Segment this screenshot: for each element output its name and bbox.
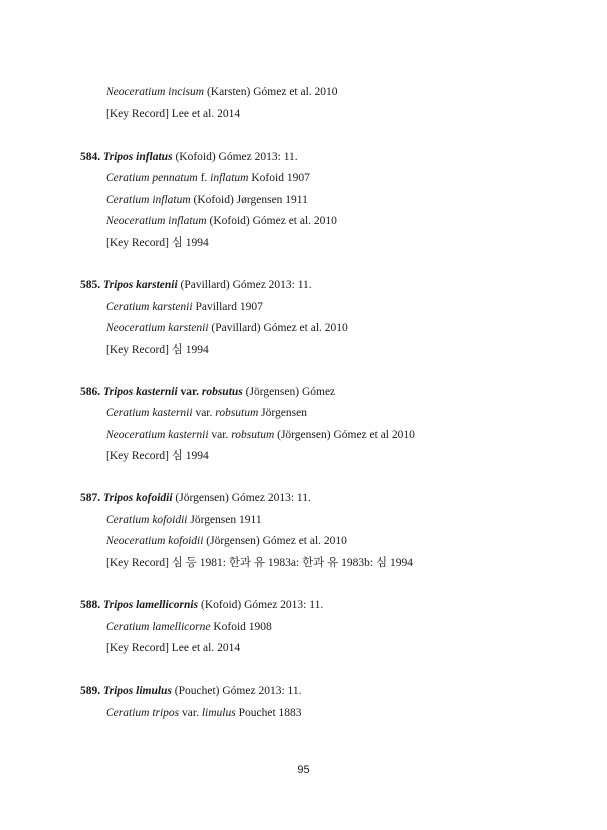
text-run: (Jörgensen) Gómez 2013: 11.: [172, 492, 311, 504]
text-run: (Pavillard) Gómez et al. 2010: [208, 322, 348, 334]
text-run: 588.: [80, 599, 103, 611]
text-run: 587.: [80, 492, 103, 504]
text-run: Jörgensen 1911: [187, 514, 262, 526]
text-run: (Jörgensen) Gómez et al. 2010: [203, 535, 347, 547]
synonym-line: [106, 321, 348, 335]
text-run: [Key Record] 심 등 1981: 한과 유 1983a: 한과 유 1983b: 심 1994: [106, 557, 413, 569]
synonym-line: [106, 556, 413, 570]
taxon-name: inflatum: [210, 172, 249, 184]
synonym-line: [106, 214, 337, 228]
taxon-name: Neoceratium incisum: [106, 86, 205, 98]
taxon-name: Neoceratium karstenii: [106, 322, 209, 334]
taxon-name: Ceratium lamellicorne: [106, 621, 211, 633]
synonym-line: [106, 85, 338, 99]
species-name: Tripos inflatus: [103, 151, 173, 163]
text-run: Pavillard 1907: [192, 301, 263, 313]
taxon-name: Ceratium karstenii: [106, 301, 193, 313]
text-run: 586.: [80, 386, 103, 398]
taxon-name: Ceratium tripos: [106, 707, 180, 719]
species-entry-heading: [80, 150, 298, 164]
species-name: robsutus: [201, 386, 243, 398]
taxon-name: Ceratium kofoidii: [106, 514, 188, 526]
text-run: var.: [179, 707, 202, 719]
text-run: [Key Record] Lee et al. 2014: [106, 108, 241, 120]
species-name: Tripos karstenii: [103, 279, 178, 291]
taxon-name: Ceratium kasternii: [106, 407, 193, 419]
text-run: var.: [177, 386, 202, 398]
taxon-name: robsutum: [231, 429, 275, 441]
text-run: (Kofoid) Gómez et al. 2010: [206, 215, 337, 227]
synonym-line: [106, 193, 308, 207]
synonym-line: [106, 641, 240, 655]
taxon-name: Neoceratium kasternii: [106, 429, 209, 441]
text-run: (Jörgensen) Gómez et al 2010: [274, 429, 415, 441]
taxon-name: limulus: [201, 707, 236, 719]
text-run: Jörgensen: [258, 407, 307, 419]
synonym-line: [106, 513, 262, 527]
page-number: 95: [297, 764, 310, 776]
species-entry-heading: [80, 278, 312, 292]
text-run: Kofoid 1907: [248, 172, 310, 184]
synonym-line: [106, 449, 209, 463]
synonym-line: [106, 620, 272, 634]
species-name: Tripos kasternii: [103, 386, 178, 398]
text-run: (Jörgensen) Gómez: [242, 386, 336, 398]
text-run: [Key Record] 심 1994: [106, 450, 209, 462]
text-run: [Key Record] 심 1994: [106, 237, 209, 249]
species-name: Tripos lamellicornis: [103, 599, 199, 611]
synonym-line: [106, 534, 347, 548]
text-run: Pouchet 1883: [235, 707, 302, 719]
species-entry-heading: [80, 684, 301, 698]
taxon-name: Ceratium inflatum: [106, 194, 191, 206]
text-run: 584.: [80, 151, 103, 163]
text-run: (Kofoid) Gómez 2013: 11.: [198, 599, 324, 611]
species-entry-heading: [80, 385, 335, 399]
text-run: 589.: [80, 685, 103, 697]
synonym-line: [106, 107, 240, 121]
text-run: (Pavillard) Gómez 2013: 11.: [177, 279, 312, 291]
synonym-line: [106, 171, 310, 185]
text-run: [Key Record] Lee et al. 2014: [106, 642, 241, 654]
taxon-name: Neoceratium kofoidii: [106, 535, 204, 547]
text-run: (Pouchet) Gómez 2013: 11.: [171, 685, 302, 697]
text-run: (Kofoid) Jørgensen 1911: [190, 194, 308, 206]
text-run: f.: [197, 172, 211, 184]
text-run: 585.: [80, 279, 103, 291]
text-run: var.: [208, 429, 232, 441]
synonym-line: [106, 343, 209, 357]
text-run: (Karsten) Gómez et al. 2010: [204, 86, 338, 98]
text-run: var.: [192, 407, 216, 419]
text-run: (Kofoid) Gómez 2013: 11.: [172, 151, 298, 163]
taxon-name: Neoceratium inflatum: [106, 215, 207, 227]
taxon-name: Ceratium pennatum: [106, 172, 198, 184]
species-entry-heading: [80, 491, 311, 505]
synonym-line: [106, 300, 263, 314]
synonym-line: [106, 706, 302, 720]
text-run: Kofoid 1908: [210, 621, 272, 633]
species-name: Tripos limulus: [103, 685, 172, 697]
taxon-name: robsutum: [215, 407, 259, 419]
species-entry-heading: [80, 598, 323, 612]
synonym-line: [106, 236, 209, 250]
synonym-line: [106, 428, 415, 442]
text-run: [Key Record] 심 1994: [106, 344, 209, 356]
species-name: Tripos kofoidii: [103, 492, 173, 504]
synonym-line: [106, 406, 307, 420]
